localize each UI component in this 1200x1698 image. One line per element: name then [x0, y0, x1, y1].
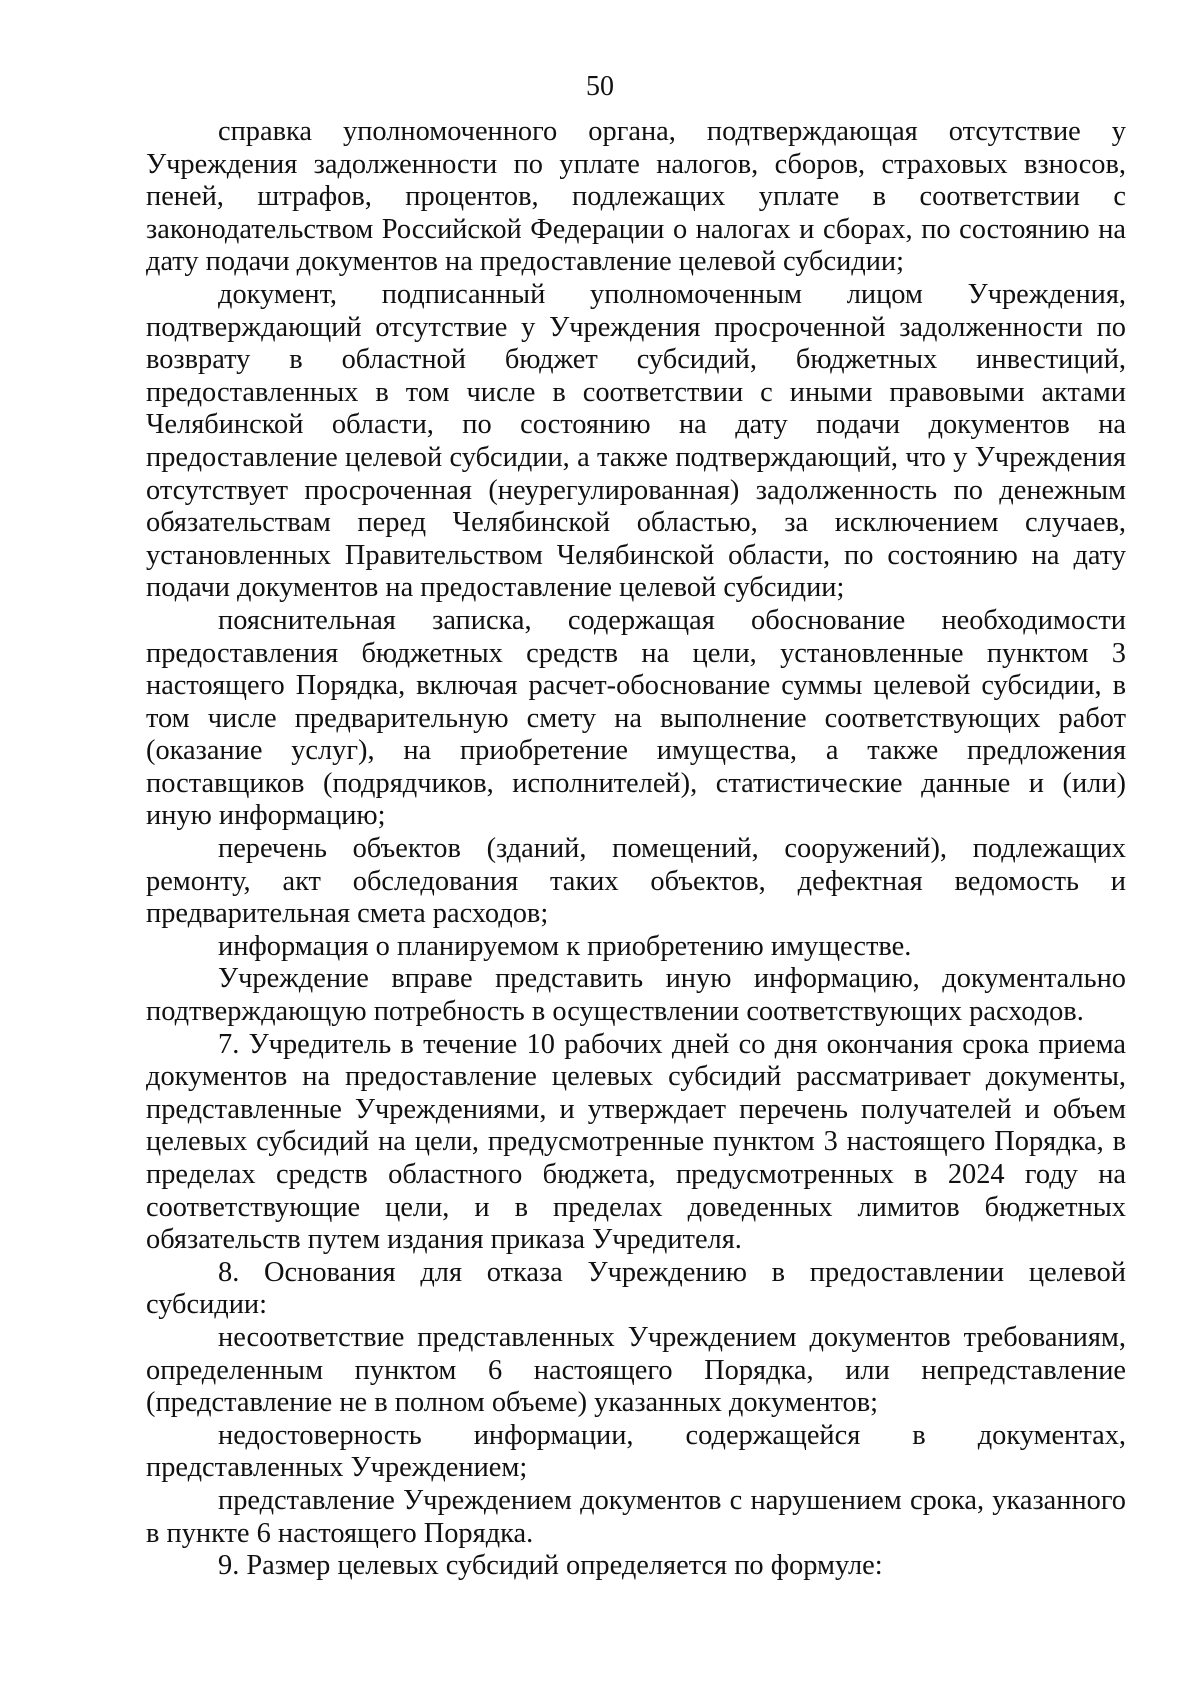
- paragraph-refusal-reason-3: представление Учреждением документов с нарушением срока, указанного в пункте 6 настоящего Порядка.: [146, 1484, 1126, 1549]
- document-body: [146, 116, 1126, 1583]
- paragraph-refusal-reason-1: несоответствие представленных Учреждением документов требованиям, определенным пунктом 6 настоящего Порядка, или непредставление (представление не в полном объеме) указанных документов;: [146, 1321, 1126, 1419]
- paragraph-clause-8: 8. Основания для отказа Учреждению в предоставлении целевой субсидии:: [146, 1256, 1126, 1321]
- paragraph-objects-list: перечень объектов (зданий, помещений, сооружений), подлежащих ремонту, акт обследования таких объектов, дефектная ведомость и предварительная смета расходов;: [146, 833, 1126, 930]
- paragraph-additional-info: Учреждение вправе представить иную информацию, документально подтверждающую потребность в осуществлении соответствующих расходов.: [146, 963, 1126, 1028]
- paragraph-explanatory-note: пояснительная записка, содержащая обоснование необходимости предоставления бюджетных средств на цели, установленные пунктом 3 настоящего Порядка, включая расчет-обоснование суммы целевой субсидии, в том числе предварительную смету на выполнение соответствующих работ (оказание услуг), на приобретение имущества, а также предложения поставщиков (подрядчиков, исполнителей), статистические данные и (или) иную информацию;: [146, 604, 1126, 832]
- paragraph-refusal-reason-2: недостоверность информации, содержащейся в документах, представленных Учреждением;: [146, 1419, 1126, 1484]
- page-number: 50: [586, 71, 614, 102]
- paragraph-clause-9: 9. Размер целевых субсидий определяется по формуле:: [218, 1550, 883, 1582]
- paragraph-clause-7: 7. Учредитель в течение 10 рабочих дней со дня окончания срока приема документов на предоставление целевых субсидий рассматривает документы, представленные Учреждениями, и утверждает перечень получателей и объем целевых субсидий на цели, предусмотренные пунктом 3 настоящего Порядка, в пределах средств областного бюджета, предусмотренных в 2024 году на соответствующие цели, и в пределах доведенных лимитов бюджетных обязательств путем издания приказа Учредителя.: [146, 1028, 1126, 1256]
- paragraph-no-overdue-debt-document: документ, подписанный уполномоченным лицом Учреждения, подтверждающий отсутствие у Учреждения просроченной задолженности по возврату в областной бюджет субсидий, бюджетных инвестиций, предоставленных в том числе в соответствии с иными правовыми актами Челябинской области, по состоянию на дату подачи документов на предоставление целевой субсидии, а также подтверждающий, что у Учреждения отсутствует просроченная (неурегулированная) задолженность по денежным обязательствам перед Челябинской областью, за исключением случаев, установленных Правительством Челябинской области, по состоянию на дату подачи документов на предоставление целевой субсидии;: [146, 278, 1126, 604]
- paragraph-property-info: информация о планируемом к приобретению имуществе.: [218, 930, 912, 962]
- paragraph-tax-certificate: справка уполномоченного органа, подтверждающая отсутствие у Учреждения задолженности по уплате налогов, сборов, страховых взносов, пеней, штрафов, процентов, подлежащих уплате в соответствии с законодательством Российской Федерации о налогах и сборах, по состоянию на дату подачи документов на предоставление целевой субсидии;: [146, 116, 1126, 278]
